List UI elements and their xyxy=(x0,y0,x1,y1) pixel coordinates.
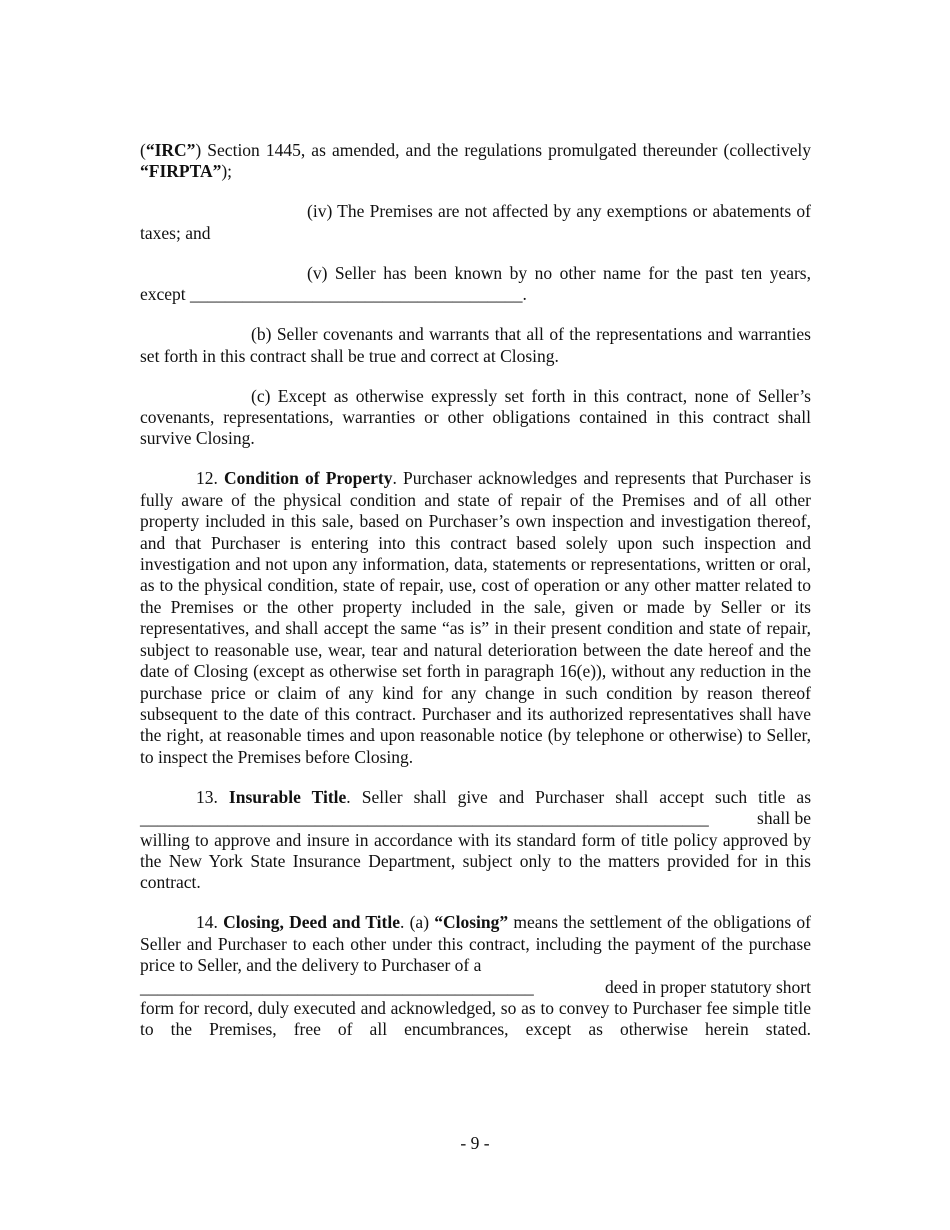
blank-line-title: _________________________________________________________________ xyxy=(140,808,709,829)
document-page xyxy=(140,140,811,1041)
term-irc: “IRC” xyxy=(145,140,196,160)
page-number: - 9 - xyxy=(460,1133,490,1153)
term-closing: “Closing” xyxy=(434,912,509,933)
paragraph-b: (b) Seller covenants and warrants that all of the representations and warranties set forth in this contract shall be true and correct at Closing. xyxy=(140,324,811,366)
term-firpta: “FIRPTA” xyxy=(140,161,222,182)
paragraph-v: (v) Seller has been known by no other name for the past ten years, except ______________________________________. xyxy=(140,262,811,305)
paragraph-c: (c) Except as otherwise expressly set forth in this contract, none of Seller’s covenants, representations, warranties or other obligations contained in this contract shall survive Closing. xyxy=(140,385,811,449)
blank-line-other-name: ______________________________________ xyxy=(190,284,523,305)
section-14-closing-deed-title: 14. Closing, Deed and Title. (a) “Closing” means the settlement of the obligations of Seller and Purchaser to each other under this contract, including the payment of the purchase price to Seller, and the delivery to Purchaser of a _____________________________________________ deed in proper statutory short form for record, duly executed and acknowledged, so as to convey to Purchaser fee simple title to the Premises, free of all encumbrances, except as otherwise herein stated. xyxy=(140,912,811,1040)
section-12-condition-of-property: 12. Condition of Property. Purchaser acknowledges and represents that Purchaser is fully aware of the physical condition and state of repair of the Premises and of all other property included in this sale, based on Purchaser’s own inspection and investigation thereof, and that Purchaser is entering into this contract based solely upon such inspection and investigation and not upon any information, data, statements or representations, written or oral, as to the physical condition, state of repair, use, cost of operation or any other matter related to the Premises or the other property included in the sale, given or made by Seller or its representatives, and shall accept the same “as is” in their present condition and state of repair, subject to reasonable use, wear, tear and natural deterioration between the date hereof and the date of Closing (except as otherwise set forth in paragraph 16(e)), without any reduction in the purchase price or claim of any kind for any change in such condition by reason thereof subsequent to the date of this contract. Purchaser and its authorized representatives shall have the right, at reasonable times and upon reasonable notice (by telephone or otherwise) to Seller, to inspect the Premises before Closing. xyxy=(140,468,812,767)
section-13-insurable-title: 13. Insurable Title. Seller shall give and Purchaser shall accept such title as _________________________________________________________________ shall be willing to approve and insure in accordance with its standard form of title policy approved by the New York State Insurance Department, subject only to the matters provided for in this contract. xyxy=(140,786,811,893)
blank-line-deed: _____________________________________________ xyxy=(140,976,534,997)
section-14-heading: Closing, Deed and Title xyxy=(223,912,401,933)
paragraph-iv: (iv) The Premises are not affected by any exemptions or abatements of taxes; and xyxy=(140,201,811,243)
section-13-heading: Insurable Title xyxy=(228,786,347,807)
paragraph-firpta: (“IRC”) Section 1445, as amended, and the regulations promulgated thereunder (collectively “FIRPTA”); xyxy=(140,140,811,182)
section-12-heading: Condition of Property xyxy=(224,468,393,489)
